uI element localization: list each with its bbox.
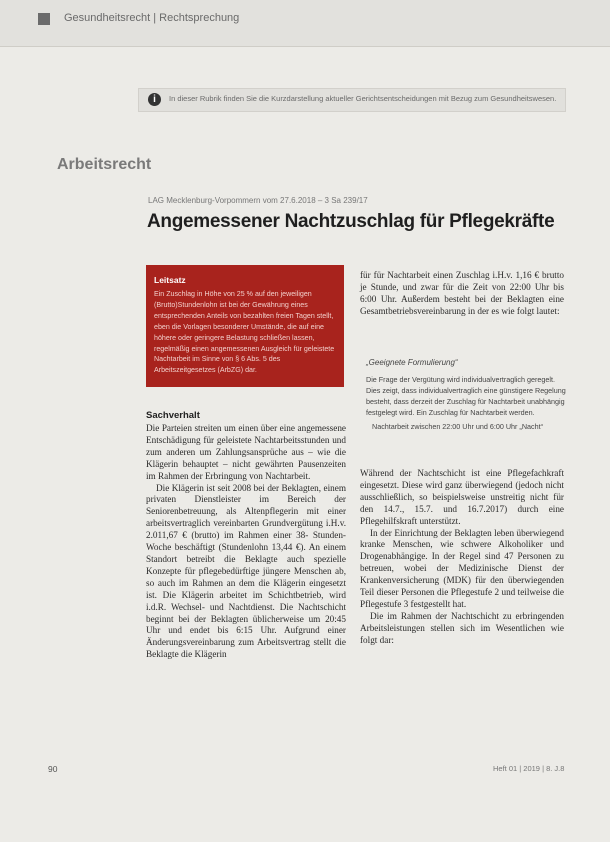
right-column-bottom [360,468,564,647]
article-title: Angemessener Nachtzuschlag für Pflegekräfte [147,211,555,232]
section-title: Arbeitsrecht [57,156,152,173]
journal-footer: Heft 01 | 2019 | 8. J.8 [493,764,565,773]
breadcrumb: Gesundheitsrecht | Rechtsprechung [64,12,240,24]
info-text: In dieser Rubrik finden Sie die Kurzdarstellung aktueller Gerichtsentscheidungen mit Bezug zum Gesundheitswesen. [169,94,557,103]
court-reference: LAG Mecklenburg-Vorpommern vom 27.6.2018 – 3 Sa 239/17 [148,196,368,205]
quote-heading: „Geeignete Formulierung“ [366,358,458,367]
leitsatz-text: Ein Zuschlag in Höhe von 25 % auf den jeweiligen (Brutto)Stundenlohn ist bei der Gewährung eines entsprechenden Anteils von bezahlten freien Tagen stellt, eben die Vorlagen besonderer Umstände, die auf eine höhere oder geringere Belastung schließen lassen, regelmäßig einen angemessenen Ausgleich für geleistete Nachtarbeit im Sinne von § 6 Abs. 5 des Arbeitszeitgesetzes (ArbZG) dar. [154,290,335,375]
page-header [0,0,610,47]
quote-body: Die Frage der Vergütung wird individualvertraglich geregelt. Dies zeigt, dass individualvertraglich eine günstigere Regelung besteht, dass derzeit der Zuschlag für Nachtarbeit unabhängig festgelegt wird. Ein Zuschlag für Nachtarbeit werden. [366,375,566,417]
info-box [138,88,566,112]
right-paragraph-2: Während der Nachtschicht ist eine Pflegefachkraft eingesetzt. Diese wird ganz überwiegend (jedoch nicht ausschließlich, so beispielsweise unstreitig nicht für den 14.7., 15.7. und 16.7.2017) durch eine Pflegehilfskraft unterstützt. [360,468,564,526]
leitsatz-box [146,265,344,387]
right-paragraph-3: In der Einrichtung der Beklagten leben überwiegend kranke Menschen, wie schwere Alkoholiker und Drogenabhängige. In der Regel sind 47 Personen zu betreuen, wobei der Medizinische Dienst der Krankenversicherung (MDK) für den überwiegenden Teil dieser Personen die Pflegestufe 2 und teilweise die Pflegestufe 3 festgestellt hat. [360,527,564,609]
right-paragraph-4: Die im Rahmen der Nachtschicht zu erbringenden Arbeitsleistungen stellen sich im Wesentlichen wie folgt dar: [360,610,564,645]
info-icon: i [148,93,161,106]
quote-box [366,358,570,432]
header-square-icon [38,13,50,25]
right-column-top [360,270,564,318]
sachverhalt-paragraph-2: Die Klägerin ist seit 2008 bei der Beklagten, einem privaten Dienstleister im Bereich der Seniorenbetreuung, als Altenpflegerin mit einer arbeitsvertraglich vereinbarten Grundvergütung i.H.v. 2.011,67 € (brutto) im Rahmen einer 38- Stunden- Woche beschäftigt (Stundenlohn 13,44 €). An einem Standort betreibt die Beklagte auch spezielle Konzepte für pflegebedürftige jüngere Menschen ab, so auch im Rahmen an dem die Klägerin eingesetzt ist. Die Klägerin arbeitet im Schichtbetrieb, wird i.d.R. Wechsel- und Nachtdienst. Die Nachtschicht beginnt bei der Beklagten üblicherweise um 20:45 Uhr und endet bis 6:15 Uhr. Aufgrund einer Änderungsvereinbarung zum Arbeitsvertrag stellt die Beklagte die Klägerin [146,482,346,660]
quote-source: Nachtarbeit zwischen 22:00 Uhr und 6:00 Uhr „Nacht“ [372,422,543,431]
right-paragraph-1: für für Nachtarbeit einen Zuschlag i.H.v. 1,16 € brutto je Stunde, und zwar für die Zeit von 22:00 Uhr bis 6:00 Uhr. Außerdem besteht bei der Beklagten eine Gesamtbetriebsvereinbarung in der es wie folgt lautet: [360,270,564,316]
page-number: 90 [48,764,58,774]
sachverhalt-paragraph-1: Die Parteien streiten um einen über eine angemessene Entschädigung für geleistete Nachtarbeitsstunden und zum anderen um Zahlungsansprüche aus – wie die Klägerin behauptet – nicht gewährten Pausenzeiten im Rahmen der Erbringung von Nachtarbeit. [146,423,346,481]
left-column [146,410,346,661]
leitsatz-heading: Leitsatz [154,275,186,285]
sachverhalt-heading: Sachverhalt [146,410,200,421]
